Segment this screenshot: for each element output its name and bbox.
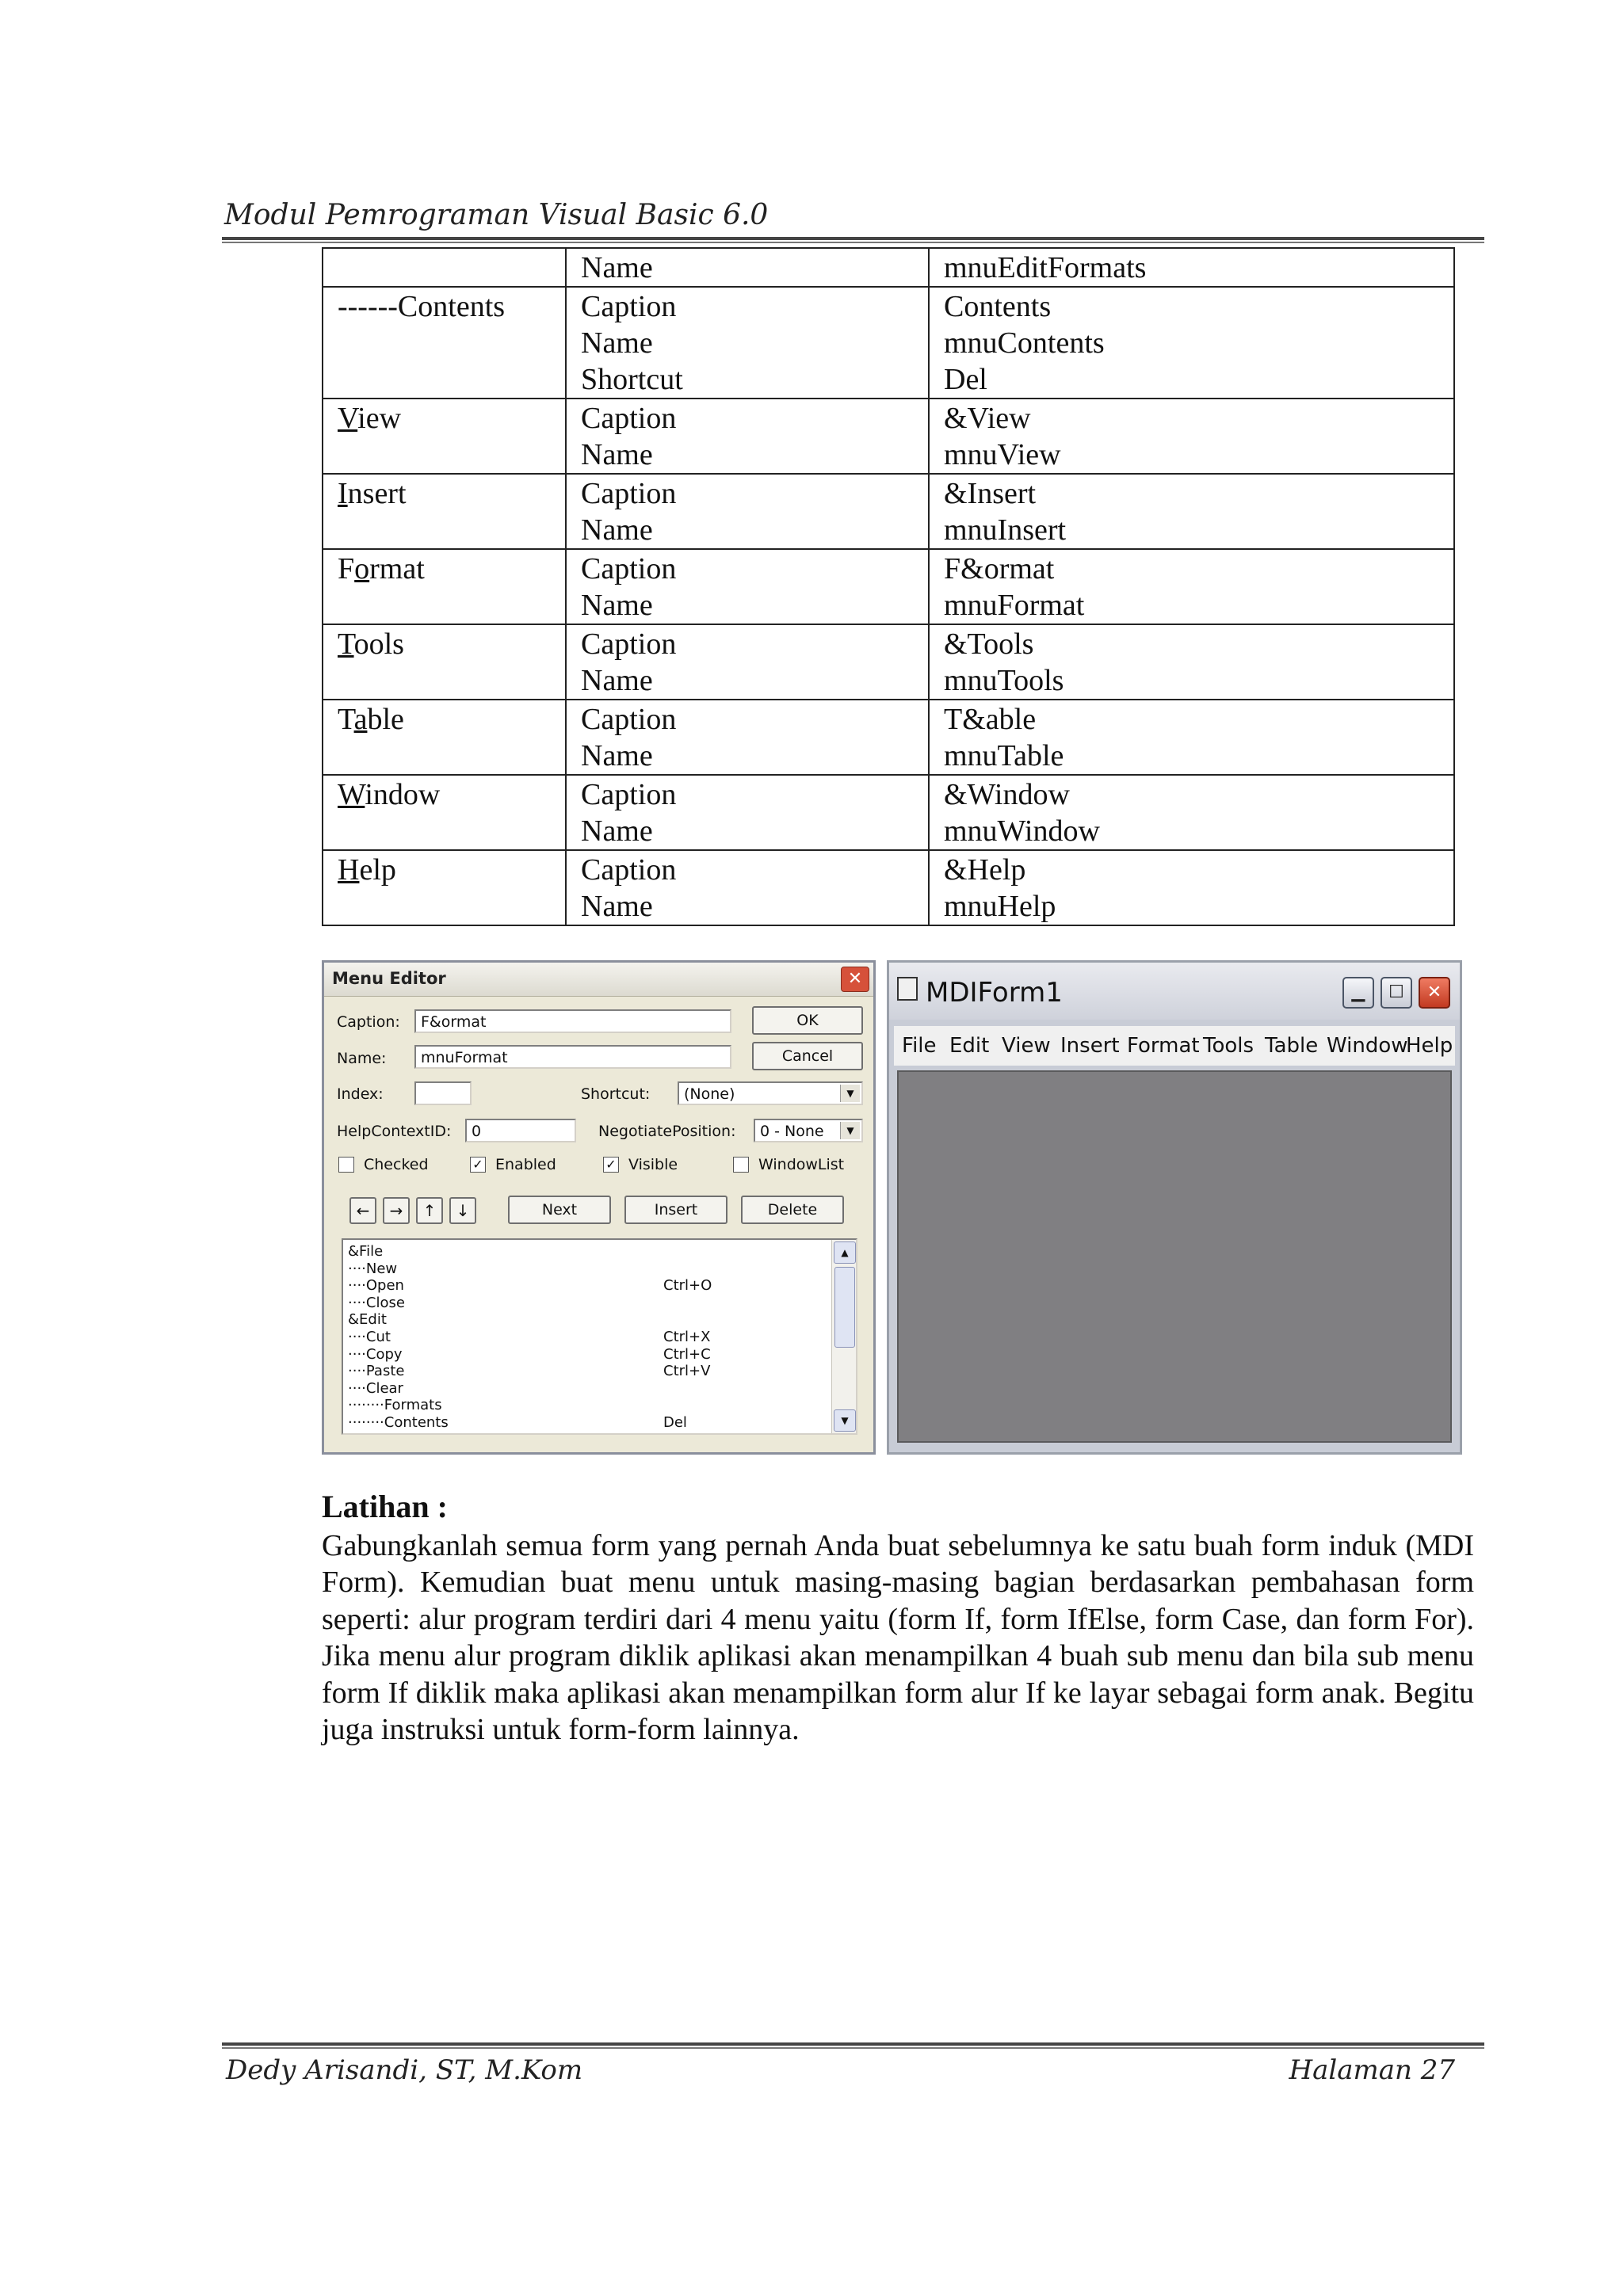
- checked-checkbox[interactable]: [338, 1157, 354, 1173]
- shortcut-combo[interactable]: [678, 1081, 863, 1105]
- property-value: mnuTable: [944, 739, 1064, 772]
- property-name: Caption: [581, 402, 677, 435]
- menu-item-text: ------Contents: [338, 290, 506, 323]
- property-value: &Insert: [944, 477, 1037, 510]
- list-item-text: &Edit: [348, 1311, 387, 1329]
- menu-insert[interactable]: Insert: [1060, 1034, 1120, 1058]
- menu-file[interactable]: File: [902, 1034, 937, 1058]
- property-value: F&ormat: [944, 552, 1055, 585]
- list-item-text: ····Cut: [348, 1329, 391, 1345]
- menu-item-cell: [323, 248, 566, 287]
- property-name: Shortcut: [581, 363, 683, 396]
- value-cell: [929, 850, 1454, 925]
- access-key-letter: V: [338, 402, 358, 435]
- enabled-label: Enabled: [495, 1156, 556, 1173]
- windowlist-label: WindowList: [758, 1156, 845, 1173]
- property-value: mnuFormat: [944, 589, 1085, 622]
- insert-button[interactable]: Insert: [624, 1196, 727, 1224]
- list-item-text: ········Contents: [348, 1414, 449, 1431]
- menu-editor-titlebar: [324, 963, 873, 997]
- header-rule-thin: [222, 242, 1484, 243]
- menu-table[interactable]: Table: [1265, 1034, 1319, 1058]
- list-item-text: ····Paste: [348, 1363, 405, 1380]
- menu-format[interactable]: Format: [1127, 1034, 1200, 1058]
- menu-item-text: ble: [367, 703, 404, 736]
- menu-view[interactable]: View: [1002, 1034, 1051, 1058]
- list-item-text: ····Close: [348, 1294, 405, 1311]
- table-row: [323, 624, 1454, 700]
- property-value: T&able: [944, 703, 1037, 736]
- property-name: Caption: [581, 703, 677, 736]
- property-name: Caption: [581, 627, 677, 661]
- scroll-thumb[interactable]: [834, 1267, 855, 1348]
- helpcontextid-input[interactable]: 0: [465, 1119, 576, 1142]
- table-row: [323, 399, 1454, 474]
- chevron-down-icon[interactable]: ▼: [840, 1122, 860, 1139]
- menu-item-text: rmat: [369, 552, 425, 585]
- list-item-text: ····New: [348, 1260, 398, 1277]
- menu-item-cell: [323, 474, 566, 549]
- name-input[interactable]: mnuFormat: [414, 1045, 731, 1069]
- footer-rule: [222, 2042, 1484, 2046]
- property-name: Name: [581, 251, 653, 284]
- menu-editor-dialog: [322, 960, 876, 1455]
- exercise-body: Gabungkanlah semua form yang pernah Anda buat sebelumnya ke satu buah form induk (MDI Form). Kemudian buat menu untuk masing-masing bagian berdasarkan pembahasan form seperti: alur program terdiri dari 4 menu yaitu (form If, form IfElse, form Case, dan form For). Jika menu alur program diklik aplikasi akan menampilkan 4 buah sub menu dan bila sub menu form If diklik maka aplikasi akan menampilkan form alur If ke layar sebagai form anak. Begitu juga instruksi untuk form-form lainnya.: [322, 1529, 1474, 1747]
- access-key-letter: T: [338, 627, 354, 661]
- footer-author: Dedy Arisandi, ST, M.Kom: [226, 2054, 583, 2086]
- windowlist-checkbox[interactable]: [733, 1157, 749, 1173]
- negotiateposition-value: 0 - None: [760, 1123, 824, 1140]
- enabled-checkbox[interactable]: ✓: [470, 1157, 486, 1173]
- delete-button[interactable]: Delete: [741, 1196, 844, 1224]
- list-item-text: ····Open: [348, 1277, 404, 1295]
- table-row: [323, 287, 1454, 399]
- negotiateposition-combo[interactable]: [754, 1119, 863, 1142]
- visible-checkbox[interactable]: ✓: [603, 1157, 619, 1173]
- property-value: mnuHelp: [944, 890, 1056, 923]
- property-value: mnuWindow: [944, 814, 1100, 848]
- property-cell: [566, 474, 929, 549]
- index-input[interactable]: [414, 1081, 472, 1105]
- arrow-right-icon[interactable]: →: [383, 1197, 410, 1224]
- menu-item-cell: [323, 700, 566, 775]
- ok-button[interactable]: OK: [752, 1006, 863, 1035]
- menu-window[interactable]: Window: [1327, 1034, 1408, 1058]
- property-name: Name: [581, 326, 653, 360]
- value-cell: [929, 700, 1454, 775]
- caption-label: Caption:: [337, 1013, 400, 1031]
- menu-item-cell: [323, 399, 566, 474]
- property-cell: [566, 287, 929, 399]
- table-row: [323, 549, 1454, 624]
- mdi-form-window: [887, 960, 1462, 1455]
- vertical-scrollbar[interactable]: [831, 1240, 856, 1433]
- menu-edit[interactable]: Edit: [949, 1034, 990, 1058]
- visible-label: Visible: [628, 1156, 678, 1173]
- value-cell: [929, 399, 1454, 474]
- property-value: mnuEditFormats: [944, 251, 1147, 284]
- arrow-left-icon[interactable]: ←: [349, 1197, 376, 1224]
- list-item-text: &File: [348, 1243, 384, 1260]
- menu-item-text: T: [338, 703, 354, 736]
- scroll-down-icon[interactable]: ▼: [834, 1409, 856, 1432]
- property-name: Caption: [581, 477, 677, 510]
- list-item-shortcut: Del: [663, 1414, 687, 1431]
- property-cell: [566, 549, 929, 624]
- exercise-title: Latihan :: [322, 1489, 448, 1524]
- page-header: Modul Pemrograman Visual Basic 6.0: [224, 199, 769, 231]
- negotiateposition-label: NegotiatePosition:: [598, 1123, 736, 1140]
- caption-input[interactable]: F&ormat: [414, 1009, 731, 1033]
- property-value: Del: [944, 363, 987, 396]
- helpcontextid-label: HelpContextID:: [337, 1123, 452, 1140]
- property-cell: [566, 775, 929, 850]
- list-item-shortcut: Ctrl+C: [663, 1345, 711, 1363]
- property-value: mnuInsert: [944, 513, 1067, 547]
- property-value: &View: [944, 402, 1031, 435]
- arrow-up-icon[interactable]: ↑: [416, 1197, 443, 1224]
- property-cell: [566, 624, 929, 700]
- chevron-down-icon[interactable]: ▼: [840, 1085, 860, 1102]
- name-label: Name:: [337, 1050, 387, 1067]
- menu-list[interactable]: [342, 1238, 857, 1435]
- close-icon[interactable]: ✕: [1419, 977, 1450, 1009]
- mdi-titlebar: [889, 963, 1460, 1020]
- list-item-text: ····Clear: [348, 1379, 403, 1397]
- property-name: Caption: [581, 552, 677, 585]
- header-rule: [222, 237, 1484, 240]
- property-name: Name: [581, 513, 653, 547]
- menu-item-text: F: [338, 552, 355, 585]
- property-name: Name: [581, 664, 653, 697]
- menu-properties-table: [322, 247, 1455, 926]
- list-item-shortcut: Ctrl+X: [663, 1329, 711, 1345]
- property-value: &Help: [944, 853, 1026, 887]
- property-value: &Tools: [944, 627, 1034, 661]
- property-name: Caption: [581, 853, 677, 887]
- menu-item-text: ools: [353, 627, 404, 661]
- menu-item-cell: [323, 850, 566, 925]
- access-key-letter: I: [338, 477, 348, 510]
- access-key-letter: H: [338, 853, 360, 887]
- menu-tools[interactable]: Tools: [1203, 1034, 1254, 1058]
- close-icon[interactable]: ✕: [841, 967, 869, 992]
- list-item-text: ········Formats: [348, 1397, 442, 1414]
- property-name: Caption: [581, 778, 677, 811]
- menu-item-cell: [323, 775, 566, 850]
- shortcut-label: Shortcut:: [581, 1085, 651, 1103]
- minimize-icon[interactable]: ▁: [1342, 977, 1374, 1009]
- value-cell: [929, 549, 1454, 624]
- value-cell: [929, 775, 1454, 850]
- property-cell: [566, 399, 929, 474]
- cancel-button[interactable]: Cancel: [752, 1042, 863, 1070]
- property-name: Name: [581, 589, 653, 622]
- footer-rule-thin: [222, 2047, 1484, 2049]
- table-row: [323, 850, 1454, 925]
- menu-item-text: elp: [359, 853, 396, 887]
- list-item-shortcut: Ctrl+V: [663, 1363, 711, 1380]
- property-name: Name: [581, 739, 653, 772]
- next-button[interactable]: Next: [508, 1196, 611, 1224]
- property-name: Name: [581, 814, 653, 848]
- menu-help[interactable]: Help: [1406, 1034, 1453, 1058]
- property-value: &Window: [944, 778, 1070, 811]
- index-label: Index:: [337, 1085, 384, 1103]
- menu-item-text: iew: [357, 402, 402, 435]
- list-item-shortcut: Ctrl+O: [663, 1277, 712, 1295]
- property-name: Name: [581, 438, 653, 471]
- property-value: mnuView: [944, 438, 1061, 471]
- menu-item-cell: [323, 549, 566, 624]
- table-row: [323, 775, 1454, 850]
- property-value: mnuTools: [944, 664, 1064, 697]
- form-icon: [897, 977, 918, 1001]
- property-value: mnuContents: [944, 326, 1105, 360]
- property-name: Caption: [581, 290, 677, 323]
- footer-page: Halaman 27: [1289, 2054, 1455, 2086]
- property-name: Name: [581, 890, 653, 923]
- shortcut-value: (None): [684, 1085, 735, 1103]
- maximize-icon[interactable]: ☐: [1381, 977, 1412, 1009]
- value-cell: [929, 287, 1454, 399]
- property-cell: [566, 248, 929, 287]
- mdi-menubar: [894, 1026, 1455, 1066]
- mdi-client-area: [897, 1070, 1452, 1443]
- menu-editor-title: Menu Editor: [332, 969, 446, 988]
- menu-item-cell: [323, 624, 566, 700]
- property-cell: [566, 700, 929, 775]
- menu-item-cell: [323, 287, 566, 399]
- list-item-text: ····Copy: [348, 1345, 403, 1363]
- scroll-up-icon[interactable]: ▲: [834, 1241, 856, 1264]
- property-value: Contents: [944, 290, 1052, 323]
- arrow-down-icon[interactable]: ↓: [449, 1197, 476, 1224]
- table-row: [323, 700, 1454, 775]
- value-cell: [929, 248, 1454, 287]
- access-key-letter: a: [353, 703, 368, 736]
- value-cell: [929, 474, 1454, 549]
- menu-item-text: indow: [365, 778, 441, 811]
- table-row: [323, 474, 1454, 549]
- mdi-title: MDIForm1: [926, 977, 1063, 1009]
- menu-item-text: nsert: [347, 477, 407, 510]
- table-row: [323, 248, 1454, 287]
- value-cell: [929, 624, 1454, 700]
- access-key-letter: o: [354, 552, 370, 585]
- property-cell: [566, 850, 929, 925]
- access-key-letter: W: [338, 778, 365, 811]
- checked-label: Checked: [364, 1156, 429, 1173]
